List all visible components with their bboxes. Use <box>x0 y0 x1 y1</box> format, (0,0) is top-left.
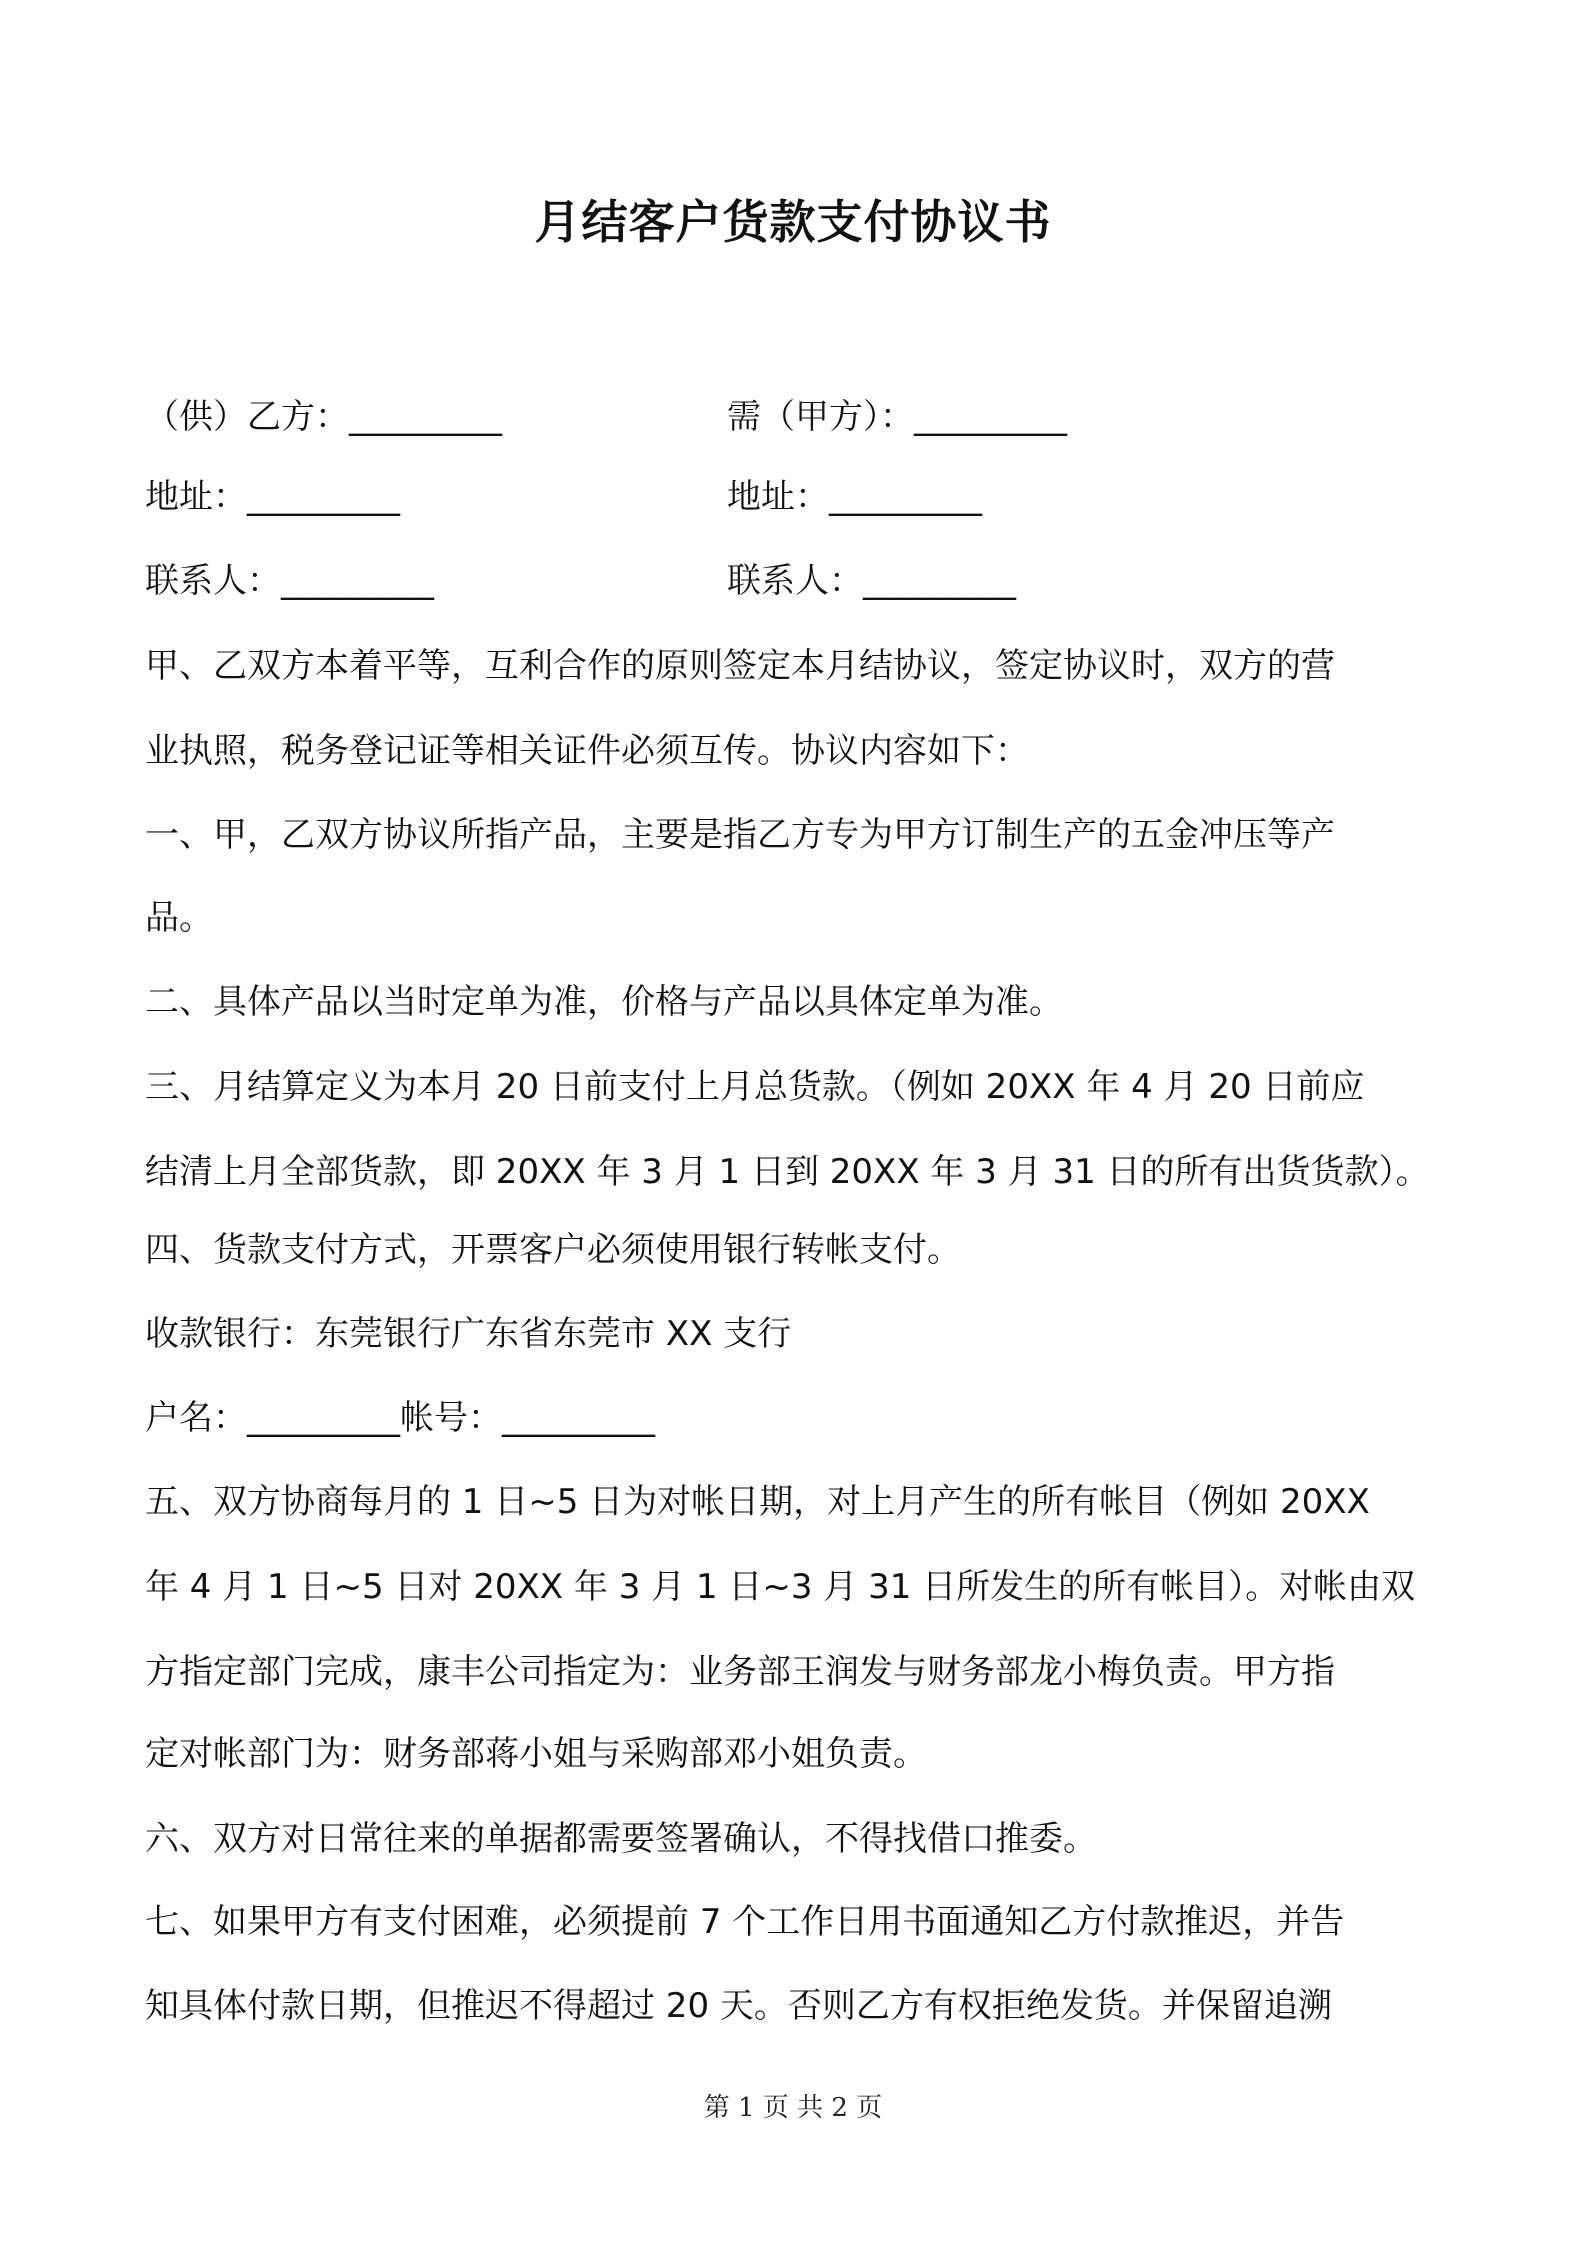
body-line: 年 4 月 1 日~5 日对 20XX 年 3 月 1 日~3 月 31 日所发生的所有帐目）。对帐由双 <box>145 1567 1416 1607</box>
clause-6: 六、双方对日常往来的单据都需要签署确认，不得找借口推委。 <box>145 1819 1097 1859</box>
document-title: 月结客户货款支付协议书 <box>534 195 1052 249</box>
body-line: 甲、乙双方本着平等，互利合作的原则签定本月结协议，签定协议时，双方的营 <box>145 646 1335 686</box>
buyer-address-field: 地址：_________ <box>727 477 982 517</box>
supplier-address-field: 地址：_________ <box>145 477 400 517</box>
body-line: 知具体付款日期，但推迟不得超过 20 天。否则乙方有权拒绝发货。并保留追溯 <box>145 1986 1332 2026</box>
clause-5: 五、双方协商每月的 1 日~5 日为对帐日期，对上月产生的所有帐目（例如 20XX <box>145 1482 1370 1522</box>
buyer-contact-field: 联系人：_________ <box>727 561 1016 601</box>
body-line: 结清上月全部货款，即 20XX 年 3 月 1 日到 20XX 年 3 月 31 日的所有出货货款）。 <box>145 1152 1430 1192</box>
clause-4: 四、货款支付方式，开票客户必须使用银行转帐支付。 <box>145 1230 961 1270</box>
page-number: 第 1 页 共 2 页 <box>703 2093 883 2123</box>
supplier-party-field: （供）乙方：_________ <box>145 397 502 437</box>
clause-7: 七、如果甲方有支付困难，必须提前 7 个工作日用书面通知乙方付款推迟，并告 <box>145 1902 1345 1942</box>
body-line: 方指定部门完成，康丰公司指定为：业务部王润发与财务部龙小梅负责。甲方指 <box>145 1652 1335 1692</box>
bank-info: 收款银行：东莞银行广东省东莞市 XX 支行 <box>145 1314 792 1354</box>
body-line: 业执照，税务登记证等相关证件必须互传。协议内容如下： <box>145 731 1029 771</box>
clause-1: 一、甲，乙双方协议所指产品，主要是指乙方专为甲方订制生产的五金冲压等产 <box>145 815 1335 855</box>
clause-2: 二、具体产品以当时定单为准，价格与产品以具体定单为准。 <box>145 982 1063 1022</box>
clause-3: 三、月结算定义为本月 20 日前支付上月总货款。（例如 20XX 年 4 月 20 日前应 <box>145 1067 1365 1107</box>
buyer-party-field: 需（甲方）：_________ <box>727 397 1067 437</box>
account-info: 户名：_________帐号：_________ <box>145 1398 655 1438</box>
body-line: 品。 <box>145 898 213 938</box>
supplier-contact-field: 联系人：_________ <box>145 561 434 601</box>
body-line: 定对帐部门为：财务部蒋小姐与采购部邓小姐负责。 <box>145 1734 927 1774</box>
